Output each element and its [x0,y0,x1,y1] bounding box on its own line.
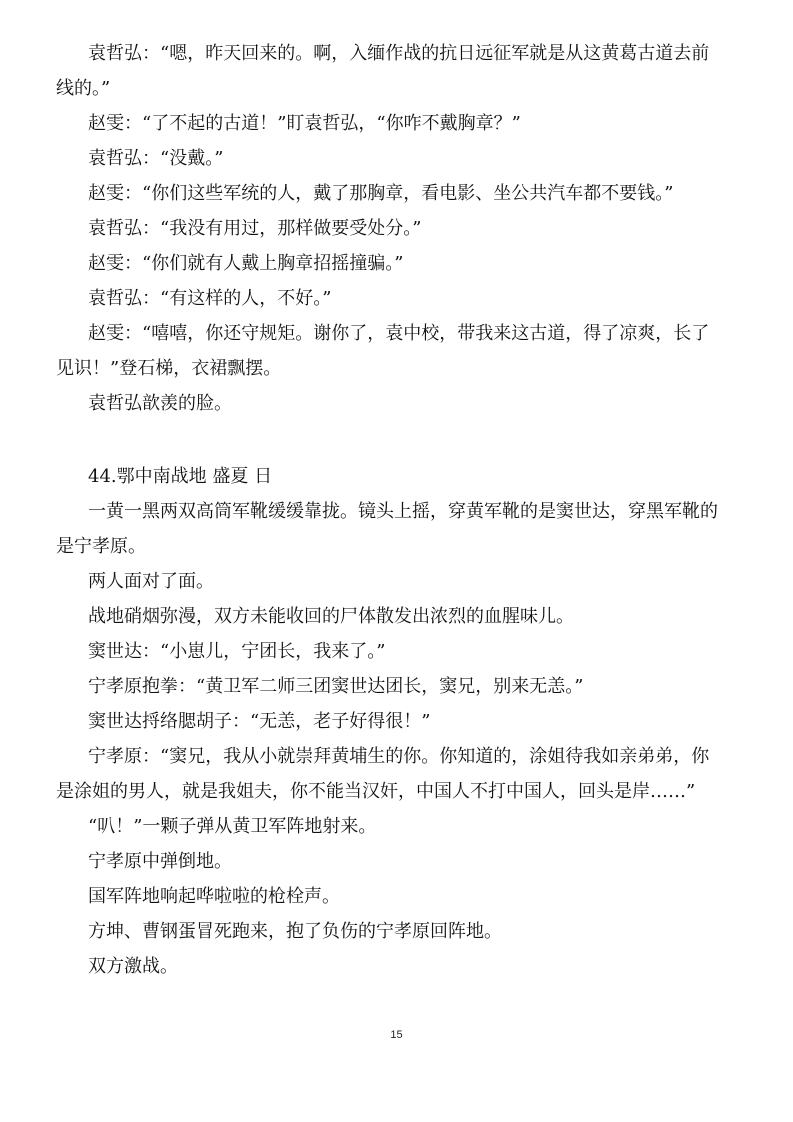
script-body [56,36,748,984]
action-line: 战地硝烟弥漫，双方未能收回的尸体散发出浓烈的血腥味儿。 [88,606,574,627]
action-line: 方坤、曹钢蛋冒死跑来，抱了负伤的宁孝原回阵地。 [88,921,502,942]
action-line: 两人面对了面。 [88,571,214,592]
action-line: “叭！”一颗子弹从黄卫军阵地射来。 [88,816,377,837]
dialogue-line: 赵雯：“嘻嘻，你还守规矩。谢你了，袁中校，带我来这古道，得了凉爽，长了 [88,323,710,344]
dialogue-line: 赵雯：“你们这些军统的人，戴了那胸章，看电影、坐公共汽车都不要钱。” [88,183,674,204]
dialogue-line: 袁哲弘：“我没有用过，那样做要受处分。” [88,218,422,239]
action-line-continuation: 是宁孝原。 [56,536,146,557]
action-line: 一黄一黑两双高筒军靴缓缓靠拢。镜头上摇，穿黄军靴的是窦世达，穿黑军靴的 [88,501,718,522]
action-line: 双方激战。 [88,956,178,977]
dialogue-line: 赵雯：“你们就有人戴上胸章招摇撞骗。” [88,253,404,274]
dialogue-line-continuation: 是涂姐的男人，就是我姐夫，你不能当汉奸，中国人不打中国人，回头是岸……” [56,781,696,802]
dialogue-line: 窦世达捋络腮胡子：“无恙，老子好得很！” [88,711,431,732]
scene-heading: 44.鄂中南战地 盛夏 日 [88,466,273,487]
dialogue-line-continuation: 线的。” [56,78,111,99]
action-line: 袁哲弘歆羡的脸。 [88,393,232,414]
dialogue-line-continuation: 见识！”登石梯，衣裙飘摆。 [56,358,282,379]
dialogue-line: 宁孝原：“窦兄，我从小就崇拜黄埔生的你。你知道的，涂姐待我如亲弟弟，你 [88,746,710,767]
dialogue-line: 赵雯：“了不起的古道！”盯袁哲弘，“你咋不戴胸章？” [88,113,521,134]
dialogue-line: 宁孝原抱拳：“黄卫军二师三团窦世达团长，窦兄，别来无恙。” [88,676,584,697]
dialogue-line: 袁哲弘：“嗯，昨天回来的。啊，入缅作战的抗日远征军就是从这黄葛古道去前 [88,43,710,64]
dialogue-line: 袁哲弘：“没戴。” [88,148,224,169]
action-line: 宁孝原中弹倒地。 [88,851,232,872]
scene-break [88,421,748,459]
page-number: 15 [390,1029,403,1041]
dialogue-line: 窦世达：“小崽儿，宁团长，我来了。” [88,641,386,662]
dialogue-line: 袁哲弘：“有这样的人，不好。” [88,288,332,309]
action-line: 国军阵地响起哗啦啦的枪栓声。 [88,886,340,907]
